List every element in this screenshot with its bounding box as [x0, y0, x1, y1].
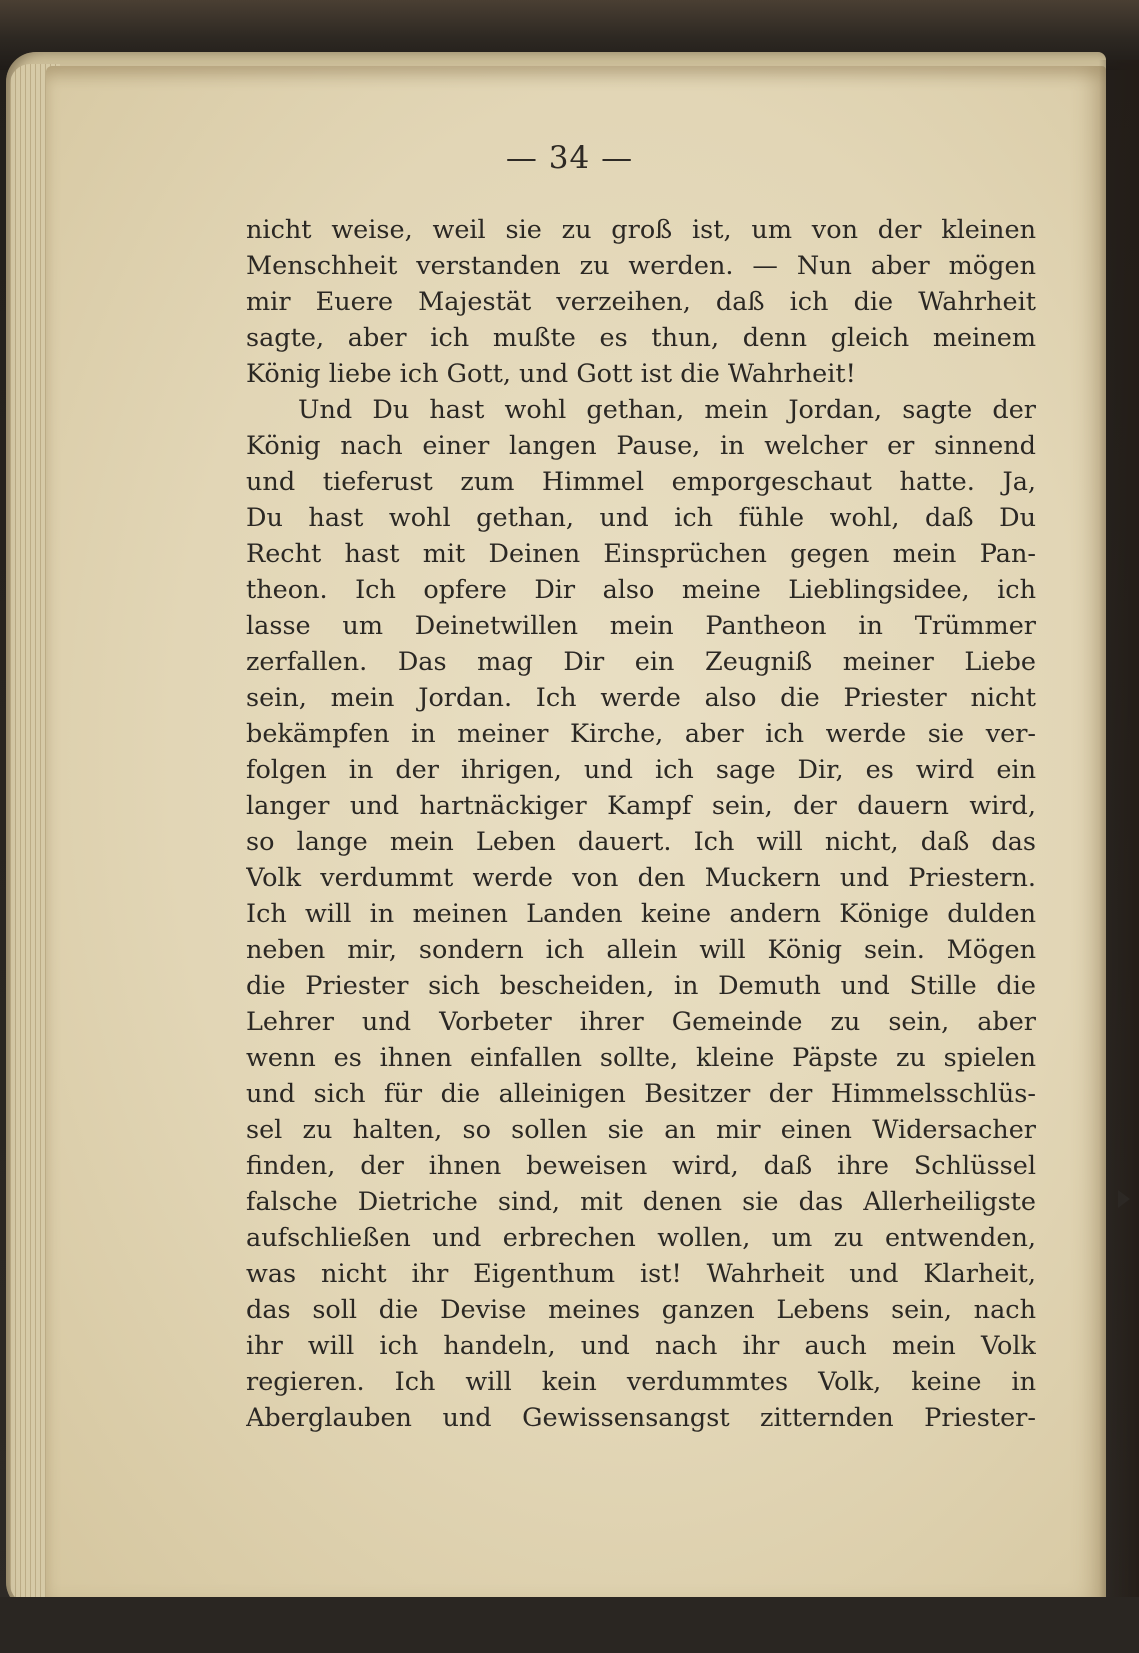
text-line: Volk verdummt werde von den Muckern und Priestern.	[246, 863, 1036, 893]
text-line: lasse um Deinetwillen mein Pantheon in Trümmer	[246, 611, 1036, 641]
text-line: langer und hartnäckiger Kampf sein, der dauern wird,	[246, 791, 1036, 821]
text-line: regieren. Ich will kein verdummtes Volk, keine in	[246, 1367, 1036, 1397]
text-line: Menschheit verstanden zu werden. — Nun aber mögen	[246, 251, 1036, 281]
text-line: Recht hast mit Deinen Einsprüchen gegen mein Pan-	[246, 539, 1036, 569]
text-line: das soll die Devise meines ganzen Lebens sein, nach	[246, 1295, 1036, 1325]
text-line: was nicht ihr Eigenthum ist! Wahrheit und Klarheit,	[246, 1259, 1036, 1289]
text-line: König liebe ich Gott, und Gott ist die Wahrheit!	[246, 359, 856, 389]
text-line: ihr will ich handeln, und nach ihr auch mein Volk	[246, 1331, 1036, 1361]
text-line: die Priester sich bescheiden, in Demuth und Stille die	[246, 971, 1036, 1001]
page-gutter-shadow	[1099, 60, 1139, 1620]
text-line: sel zu halten, so sollen sie an mir einen Widersacher	[246, 1115, 1036, 1145]
text-line: Und Du hast wohl gethan, mein Jordan, sagte der	[298, 395, 1036, 425]
text-line: so lange mein Leben dauert. Ich will nicht, daß das	[246, 827, 1036, 857]
text-line: falsche Dietriche sind, mit denen sie das Allerheiligste	[246, 1187, 1036, 1217]
text-line: aufschließen und erbrechen wollen, um zu entwenden,	[246, 1223, 1036, 1253]
text-line: sagte, aber ich mußte es thun, denn gleich meinem	[246, 323, 1036, 353]
text-line: finden, der ihnen beweisen wird, daß ihre Schlüssel	[246, 1151, 1036, 1181]
text-line: Lehrer und Vorbeter ihrer Gemeinde zu sein, aber	[246, 1007, 1036, 1037]
page-number: — 34 —	[505, 140, 634, 176]
text-line: Ich will in meinen Landen keine andern Könige dulden	[246, 899, 1036, 929]
text-line: und sich für die alleinigen Besitzer der Himmelsschlüs-	[246, 1079, 1036, 1109]
text-line: nicht weise, weil sie zu groß ist, um von der kleinen	[246, 215, 1036, 245]
text-line: und tieferust zum Himmel emporgeschaut hatte. Ja,	[246, 467, 1036, 497]
text-line: König nach einer langen Pause, in welcher er sinnend	[246, 431, 1036, 461]
text-line: mir Euere Majestät verzeihen, daß ich die Wahrheit	[246, 287, 1036, 317]
text-line: Aberglauben und Gewissensangst zitternden Priester-	[246, 1403, 1036, 1433]
text-line: sein, mein Jordan. Ich werde also die Priester nicht	[246, 683, 1036, 713]
text-line: neben mir, sondern ich allein will König sein. Mögen	[246, 935, 1036, 965]
text-line: folgen in der ihrigen, und ich sage Dir, es wird ein	[246, 755, 1036, 785]
page-edge-mark-icon	[1118, 1190, 1130, 1208]
text-line: zerfallen. Das mag Dir ein Zeugniß meiner Liebe	[246, 647, 1036, 677]
text-line: bekämpfen in meiner Kirche, aber ich werde sie ver-	[246, 719, 1036, 749]
body-text	[246, 212, 1036, 1436]
text-line: Du hast wohl gethan, und ich fühle wohl, daß Du	[246, 503, 1036, 533]
text-line: wenn es ihnen einfallen sollte, kleine Päpste zu spielen	[246, 1043, 1036, 1073]
text-line: theon. Ich opfere Dir also meine Lieblingsidee, ich	[246, 575, 1036, 605]
scan-bottom-edge	[0, 1597, 1139, 1653]
